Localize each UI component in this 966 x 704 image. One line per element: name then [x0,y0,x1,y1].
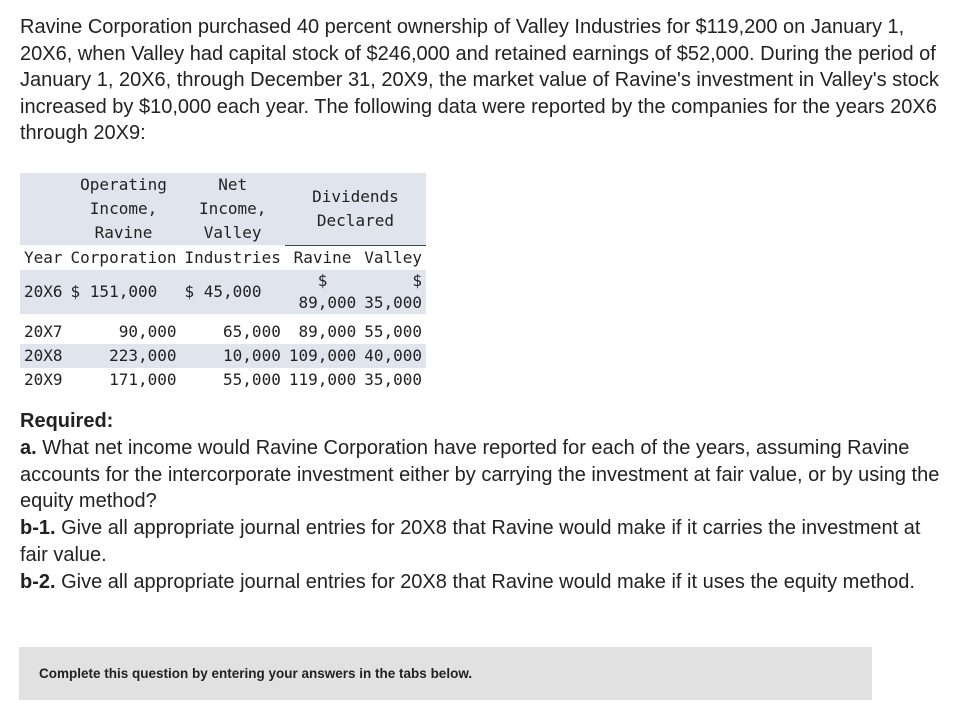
table-header-row-2 [20,245,426,270]
op-income-header: Operating Income, Ravine [67,173,181,245]
question-b1: b-1. Give all appropriate journal entries for 20X8 that Ravine would make if it carries the investment at fair value. [20,517,921,566]
problem-intro: Ravine Corporation purchased 40 percent ownership of Valley Industries for $119,200 on January 1, 20X6, when Valley had capital stock of $246,000 and retained earnings of $52,000. During the period of January 1, 20X6, through December 31, 20X9, the market value of Ravine's investment in Valley's stock increased by $10,000 each year. The following data were reported by the companies for the years 20X6 through 20X9: [20,16,939,144]
net-income-header: Net Income, Valley [181,173,285,245]
table-header-row-1 [20,173,426,245]
table-row: 20X9 171,000 55,000 119,000 35,000 [24,369,423,389]
question-b2: b-2. Give all appropriate journal entries for 20X8 that Ravine would make if it uses the equity method. [20,570,915,593]
table-row: 20X8 223,000 10,000 109,000 40,000 [20,344,426,368]
company-data-table [20,173,426,392]
required-section [20,408,950,596]
year-header: Year [24,247,63,267]
table-row: 20X6 $ 151,000 $ 45,000 $ 89,000 $ 35,000 [20,270,426,314]
table-row: 20X7 90,000 65,000 89,000 55,000 [24,321,423,341]
instructions-text: Complete this question by entering your answers in the tabs below. [39,666,473,681]
dividends-ravine-header: Ravine [293,247,352,267]
dividends-valley-header: Valley [364,247,423,267]
industries-header: Industries [184,247,281,267]
required-heading: Required: [20,410,114,432]
question-a: a. What net income would Ravine Corporation have reported for each of the years, assuming Ravine accounts for the intercorporate investment either by carrying the investment at fair value, or by using the equity method? [20,436,940,513]
corporation-header: Corporation [70,247,177,267]
instructions-banner [19,647,872,700]
dividends-declared-header: Dividends Declared [285,173,426,245]
